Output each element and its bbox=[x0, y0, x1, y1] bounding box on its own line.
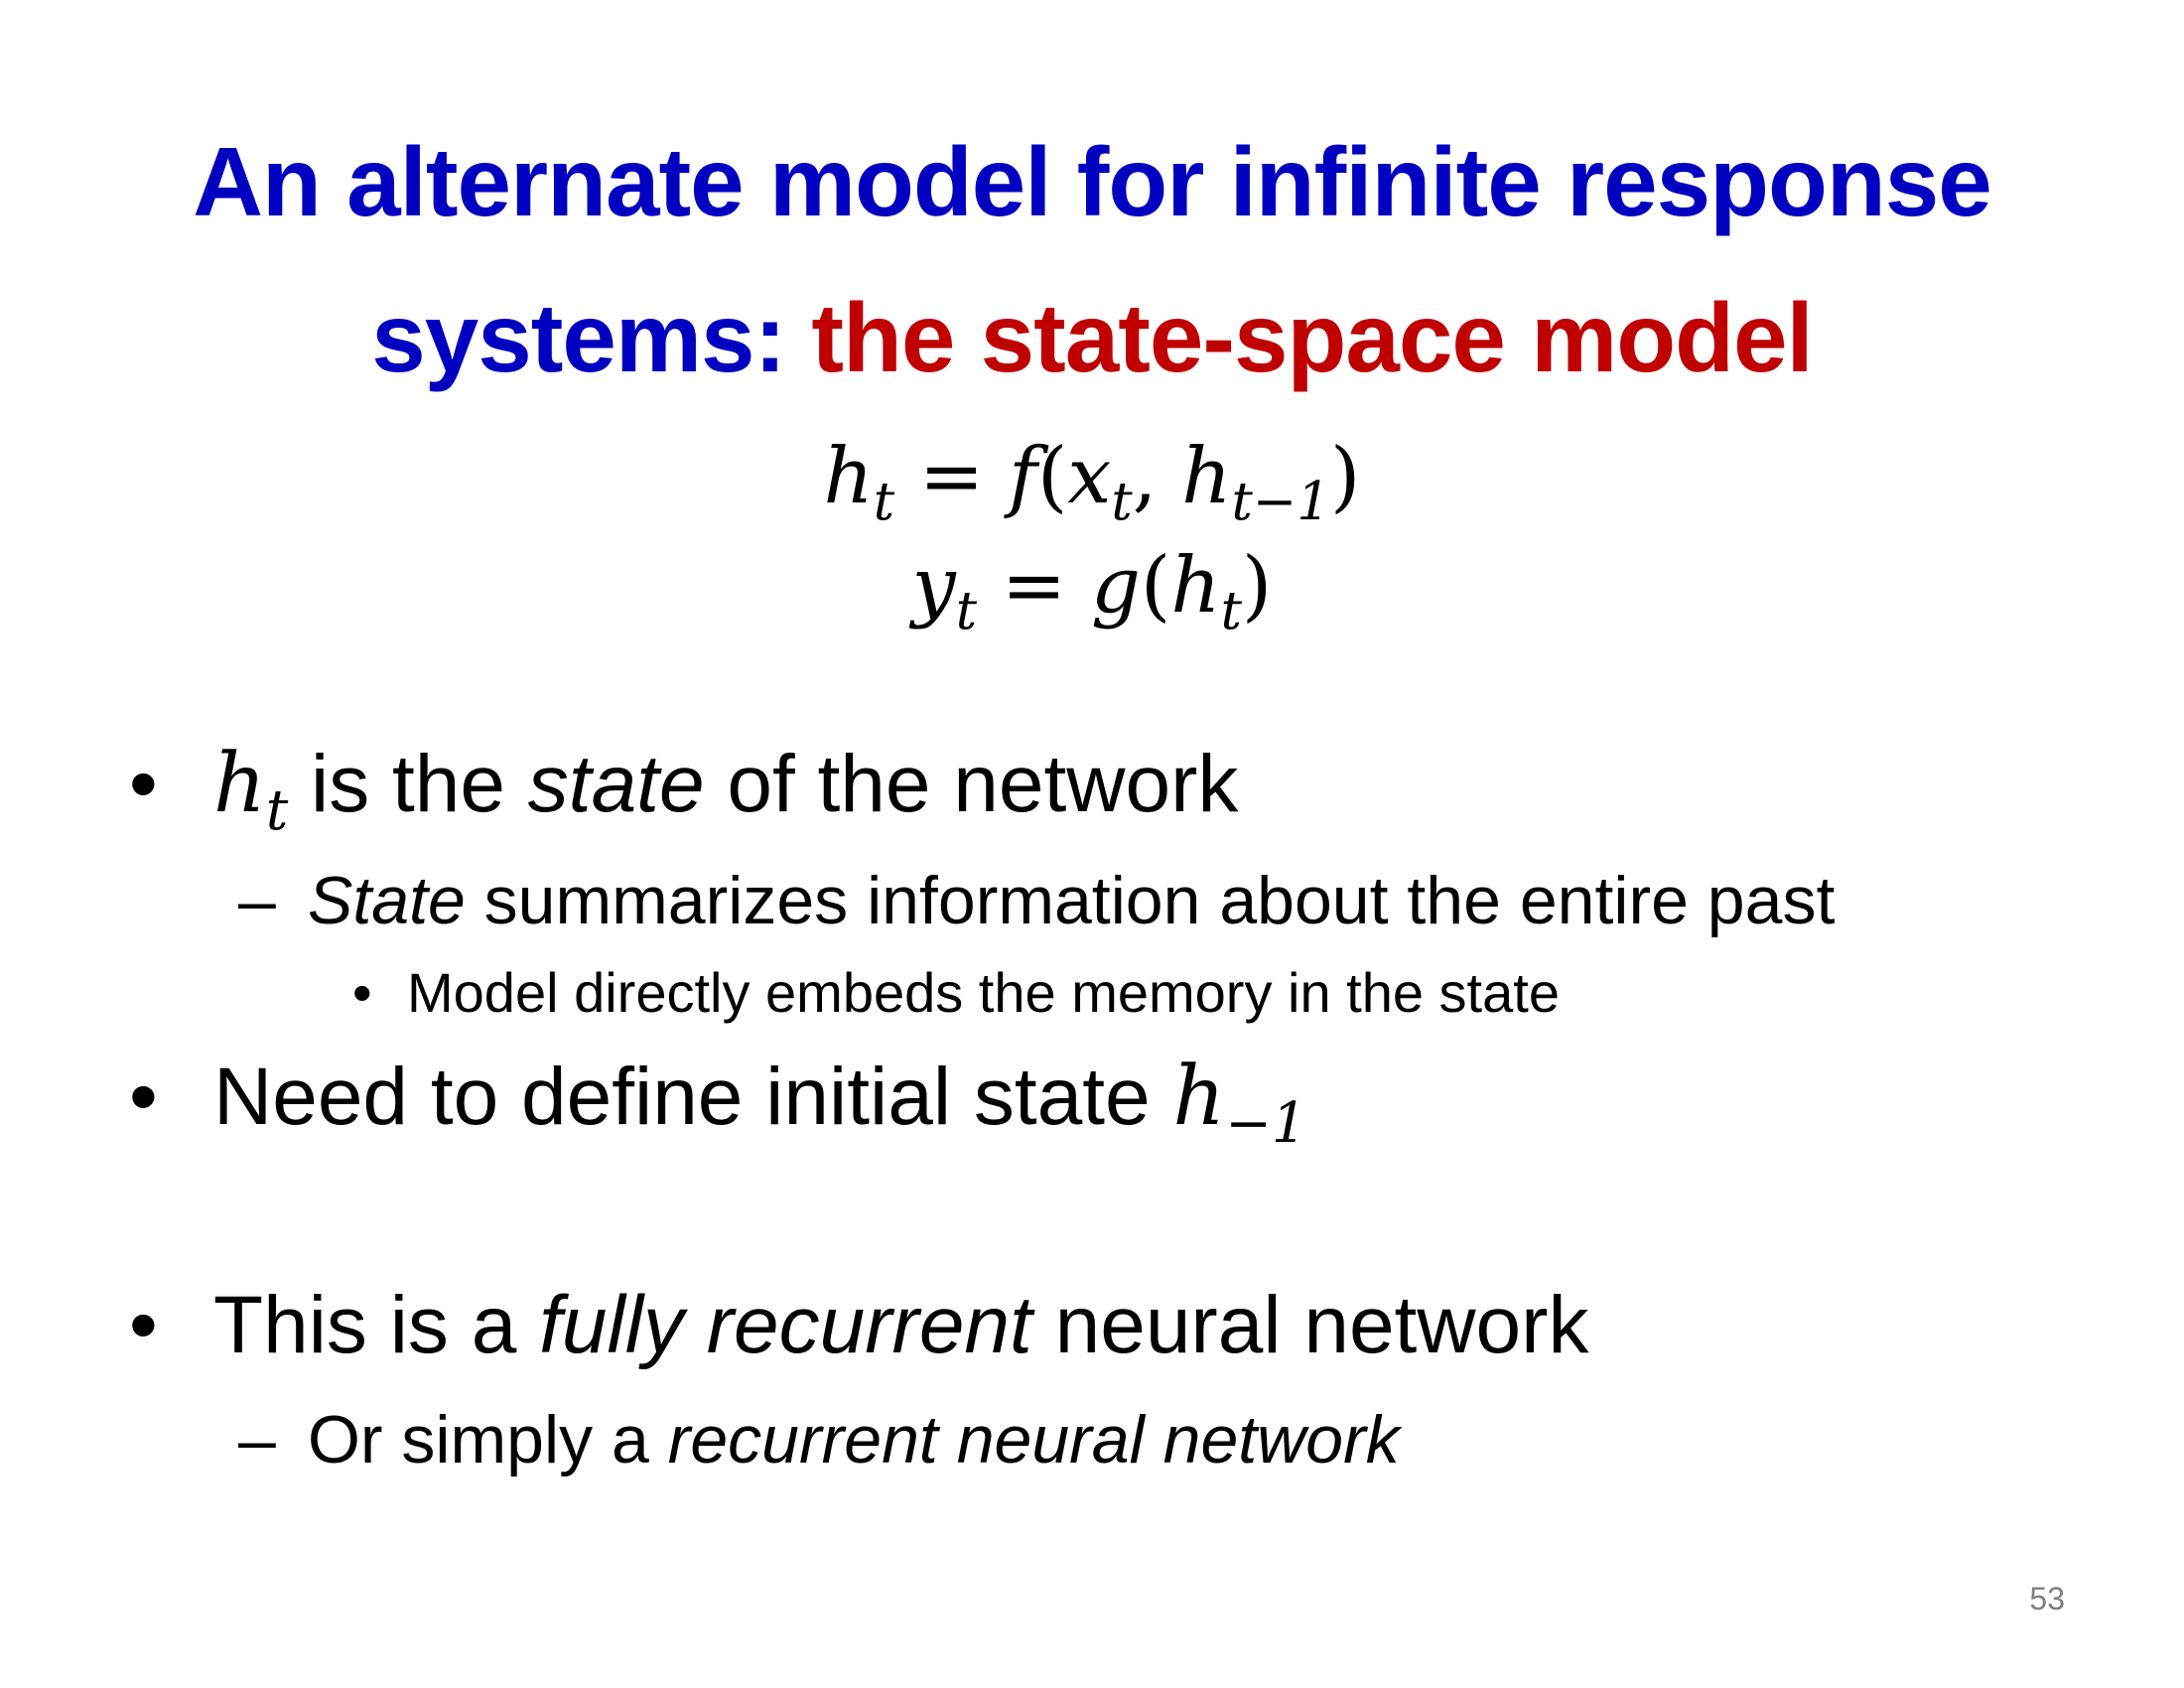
bullet-marker: • bbox=[129, 1052, 158, 1142]
math-h: h bbox=[1172, 1050, 1226, 1144]
page-number: 53 bbox=[2029, 1581, 2065, 1617]
title-line-1 bbox=[40, 104, 2144, 260]
equation-state-update: $h_t = f(x_t$, $h_{t-1}$) bbox=[823, 432, 1361, 532]
slide-title bbox=[40, 104, 2144, 416]
bullet-state-definition: $h_t$ is the state of the network bbox=[213, 737, 1239, 843]
bullet-marker: • bbox=[129, 1280, 158, 1370]
subsubbullet-memory: Model directly embeds the memory in the state bbox=[407, 961, 1560, 1024]
math-h-subscript: t bbox=[265, 777, 289, 843]
bullet-initial-state: Need to define initial state $h_{-1}$ bbox=[213, 1050, 1307, 1156]
dash-marker: – bbox=[238, 1402, 276, 1477]
title-line-1-text: An alternate model for infinite response bbox=[193, 127, 1991, 236]
bullet-marker: • bbox=[129, 739, 158, 829]
bullet-marker-small: • bbox=[352, 961, 372, 1024]
bullet-fully-recurrent: This is a fully recurrent neural network bbox=[213, 1280, 1589, 1370]
title-line-2 bbox=[40, 260, 2144, 416]
math-h: h bbox=[213, 737, 266, 831]
dash-marker: – bbox=[238, 863, 276, 938]
math-h-subscript: −1 bbox=[1225, 1090, 1307, 1156]
subbullet-recurrent: Or simply a recurrent neural network bbox=[308, 1402, 1400, 1477]
subbullet-state-summarizes: State summarizes information about the entire past bbox=[308, 863, 1836, 938]
title-line-2-blue-text: systems: bbox=[371, 283, 812, 392]
title-line-2-red-text: the state-space model bbox=[811, 283, 1813, 392]
equation-output: $y_t = g(h_t)$ bbox=[911, 541, 1273, 641]
